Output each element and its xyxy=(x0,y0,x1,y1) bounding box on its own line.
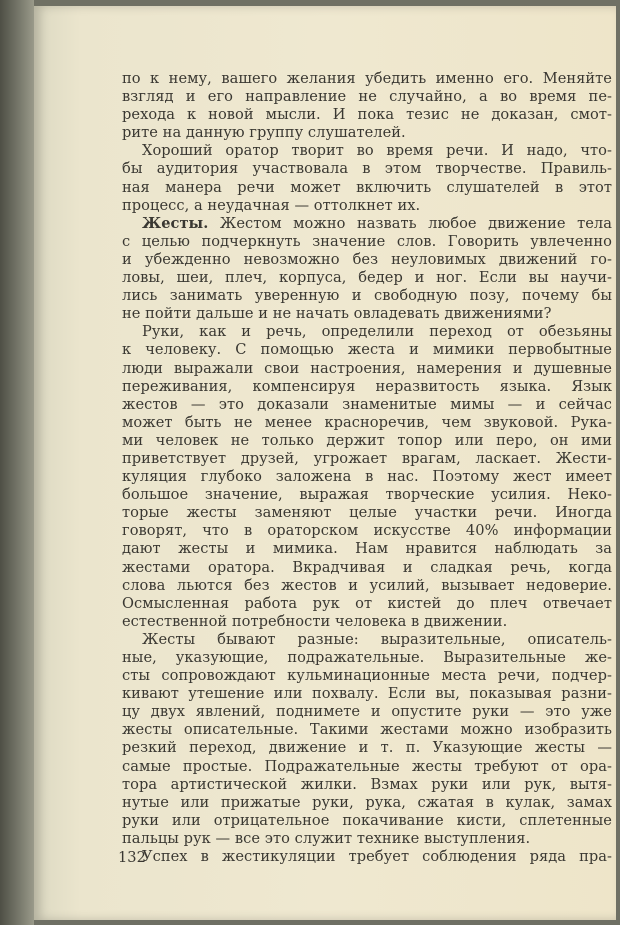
line-text: может быть не менее красноречив, чем звуковой. Рука- xyxy=(122,413,612,431)
text-line xyxy=(122,504,612,522)
text-line xyxy=(122,703,612,721)
text-line xyxy=(122,142,612,160)
text-line xyxy=(122,233,612,251)
line-text: не пойти дальше и не начать овладевать движениями? xyxy=(122,305,552,323)
text-line xyxy=(122,70,612,88)
text-line xyxy=(122,450,612,468)
line-text: естественной потребности человека в движении. xyxy=(122,612,508,630)
text-line xyxy=(122,522,612,540)
text-line xyxy=(122,830,612,848)
line-text: рите на данную группу слушателей. xyxy=(122,124,406,142)
line-text: бы аудитория участвовала в этом творчестве. Правиль- xyxy=(122,160,612,178)
line-text: большое значение, выражая творческие усилия. Неко- xyxy=(122,486,612,504)
line-text: цу двух явлений, поднимете и опустите руки — это уже xyxy=(122,703,612,721)
text-line xyxy=(122,124,612,142)
line-text: руки или отрицательное покачивание кисти, сплетенные xyxy=(122,811,612,829)
line-text: жестами оратора. Вкрадчивая и сладкая речь, когда xyxy=(122,558,612,576)
line-text: лись занимать уверенную и свободную позу, почему бы xyxy=(122,287,612,305)
line-text: куляция глубоко заложена в нас. Поэтому жест имеет xyxy=(122,468,612,486)
line-text: Успех в жестикуляции требует соблюдения ряда пра- xyxy=(142,848,612,866)
line-text: ная манера речи может включить слушателей в этот xyxy=(122,178,612,196)
text-line xyxy=(122,667,612,685)
line-text: тора артистической жилки. Взмах руки или рук, вытя- xyxy=(122,775,612,793)
line-text: Хороший оратор творит во время речи. И надо, что- xyxy=(142,142,612,160)
line-text: сты сопровождают кульминационные места речи, подчер- xyxy=(122,667,612,685)
line-text: Осмысленная работа рук от кистей до плеч отвечает xyxy=(122,594,612,612)
text-line xyxy=(122,739,612,757)
text-line xyxy=(122,106,612,124)
text-line xyxy=(122,179,612,197)
line-text: взгляд и его направление не случайно, а во время пе- xyxy=(122,88,612,106)
text-line xyxy=(122,287,612,305)
line-text: торые жесты заменяют целые участки речи. Иногда xyxy=(122,504,612,522)
line-text: по к нему, вашего желания убедить именно его. Меняйте xyxy=(122,70,612,87)
text-line xyxy=(122,486,612,504)
line-text: Руки, как и речь, определили переход от обезьяны xyxy=(142,323,612,341)
text-line xyxy=(122,396,612,414)
text-line xyxy=(122,685,612,703)
text-line xyxy=(122,414,612,432)
text-line xyxy=(122,776,612,794)
line-text: самые простые. Подражательные жесты требуют от ора- xyxy=(122,757,612,775)
text-line xyxy=(122,721,612,739)
text-line xyxy=(122,540,612,558)
text-line xyxy=(122,794,612,812)
line-text: жестов — это доказали знаменитые мимы — и сейчас xyxy=(122,395,612,413)
text-line xyxy=(122,341,612,359)
body-text xyxy=(122,70,612,866)
page-number: 132 xyxy=(118,849,146,866)
line-text: и убежденно невозможно без неуловимых движений го- xyxy=(122,250,612,268)
text-line xyxy=(122,251,612,269)
text-line xyxy=(122,812,612,830)
line-text: пальцы рук — все это служит технике выступления. xyxy=(122,829,531,847)
book-page xyxy=(34,6,616,920)
line-text: ловы, шеи, плеч, корпуса, бедер и ног. Если вы научи- xyxy=(122,269,612,287)
text-line xyxy=(122,269,612,287)
text-line xyxy=(122,215,612,233)
text-line xyxy=(122,848,612,866)
text-line xyxy=(122,649,612,667)
line-text: с целью подчеркнуть значение слов. Говорить увлеченно xyxy=(122,232,612,250)
text-line xyxy=(122,577,612,595)
line-text: процесс, а неудачная — оттолкнет их. xyxy=(122,196,421,214)
line-text: дают жесты и мимика. Нам нравится наблюдать за xyxy=(122,540,612,558)
line-text: рехода к новой мысли. И пока тезис не доказан, смот- xyxy=(122,106,612,124)
text-line xyxy=(122,432,612,450)
section-heading: Жесты. xyxy=(142,214,209,232)
text-line xyxy=(122,360,612,378)
text-line xyxy=(122,758,612,776)
line-text: переживания, компенсируя неразвитость языка. Язык xyxy=(122,377,612,395)
line-text: слова льются без жестов и усилий, вызывает недоверие. xyxy=(122,576,612,594)
text-line xyxy=(122,559,612,577)
line-text: говорят, что в ораторском искусстве 40% информации xyxy=(122,522,612,540)
line-text: нутые или прижатые руки, рука, сжатая в кулак, замах xyxy=(122,793,612,811)
line-text: Жесты бывают разные: выразительные, описатель- xyxy=(142,630,612,648)
text-line xyxy=(122,378,612,396)
line-text: люди выражали свои настроения, намерения и душевные xyxy=(122,359,612,377)
line-text: приветствует друзей, угрожает врагам, ласкает. Жести- xyxy=(122,449,612,467)
line-text: Жестом можно назвать любое движение тела xyxy=(208,214,612,232)
text-line xyxy=(122,613,612,631)
text-line xyxy=(122,160,612,178)
text-line xyxy=(122,595,612,613)
line-text: кивают утешение или похвалу. Если вы, показывая разни- xyxy=(122,685,612,703)
line-text: резкий переход, движение и т. п. Указующие жесты — xyxy=(122,739,612,757)
text-line xyxy=(122,468,612,486)
line-text: ные, указующие, подражательные. Выразительные же- xyxy=(122,649,612,666)
text-line xyxy=(122,323,612,341)
line-text: жесты описательные. Такими жестами можно изобразить xyxy=(122,721,612,739)
text-line xyxy=(122,197,612,215)
line-text: ми человек не только держит топор или перо, он ими xyxy=(122,431,612,449)
text-line xyxy=(122,631,612,649)
line-text: к человеку. С помощью жеста и мимики первобытные xyxy=(122,341,612,359)
text-line xyxy=(122,305,612,323)
text-line xyxy=(122,88,612,106)
book-spine-shadow xyxy=(0,0,34,925)
